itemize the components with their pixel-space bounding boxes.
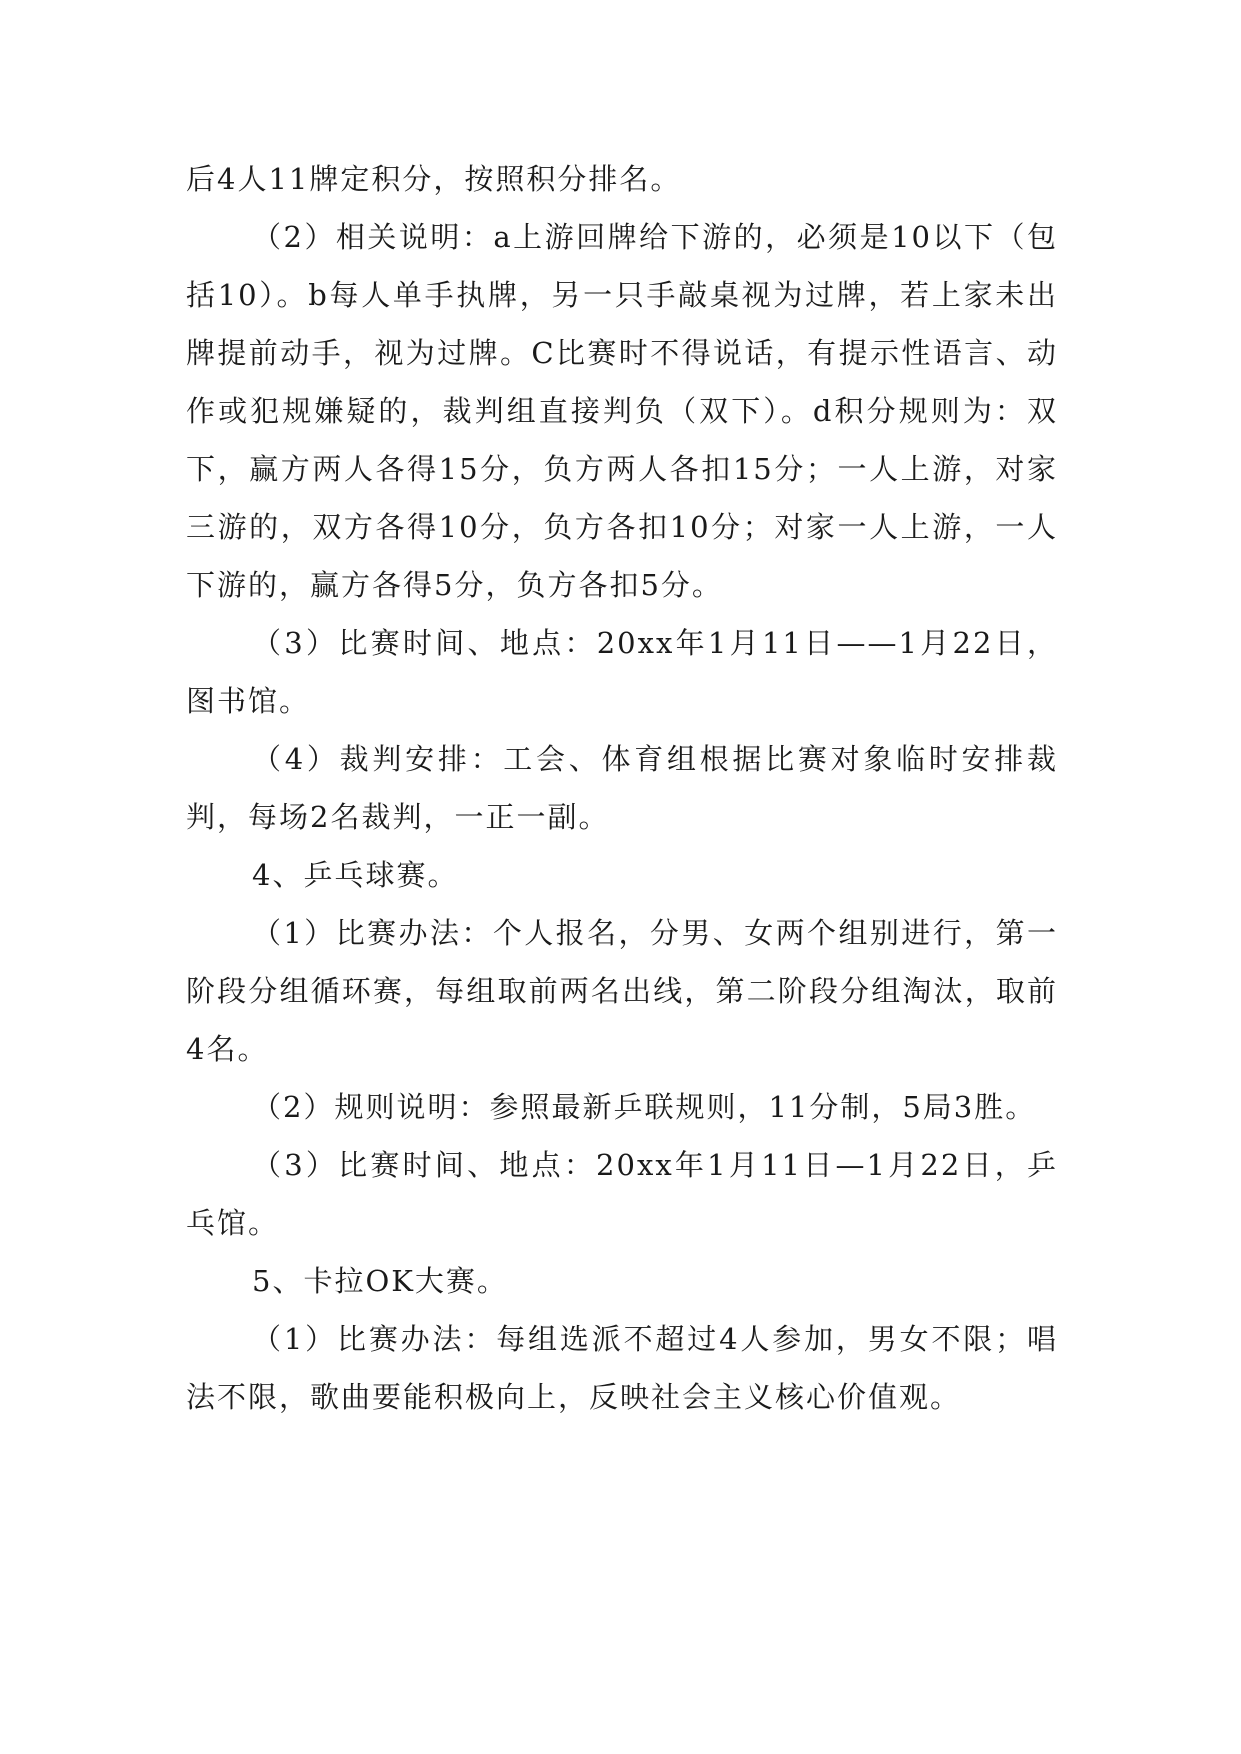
paragraph-10: （1）比赛办法：每组选派不超过4人参加，男女不限；唱法不限，歌曲要能积极向上，反映社会主义核心价值观。 bbox=[186, 1322, 1058, 1414]
paragraph-2: （2）相关说明：a上游回牌给下游的，必须是10以下（包括10）。b每人单手执牌，另一只手敲桌视为过牌，若上家未出牌提前动手，视为过牌。C比赛时不得说话，有提示性语言、动作或犯规嫌疑的，裁判组直接判负（双下）。d积分规则为：双下，赢方两人各得15分，负方两人各扣15分；一人上游，对家三游的，双方各得10分，负方各扣10分；对家一人上游，一人下游的，赢方各得5分，负方各扣5分。 bbox=[186, 220, 1058, 602]
paragraph-3: （3）比赛时间、地点：20xx年1月11日——1月22日，图书馆。 bbox=[186, 626, 1058, 718]
paragraph-1: 后4人11牌定积分，按照积分排名。 bbox=[186, 162, 682, 196]
paragraph-6: （1）比赛办法：个人报名，分男、女两个组别进行，第一阶段分组循环赛，每组取前两名出线，第二阶段分组淘汰，取前4名。 bbox=[186, 916, 1058, 1066]
section-heading-karaoke: 5、卡拉OK大赛。 bbox=[252, 1264, 508, 1298]
section-heading-table-tennis: 4、乒乓球赛。 bbox=[252, 858, 459, 892]
paragraph-4: （4）裁判安排：工会、体育组根据比赛对象临时安排裁判，每场2名裁判，一正一副。 bbox=[186, 742, 1058, 834]
paragraph-7: （2）规则说明：参照最新乒联规则，11分制，5局3胜。 bbox=[252, 1090, 1037, 1124]
document-body bbox=[186, 150, 1058, 1426]
paragraph-8: （3）比赛时间、地点：20xx年1月11日—1月22日，乒乓馆。 bbox=[186, 1148, 1058, 1240]
